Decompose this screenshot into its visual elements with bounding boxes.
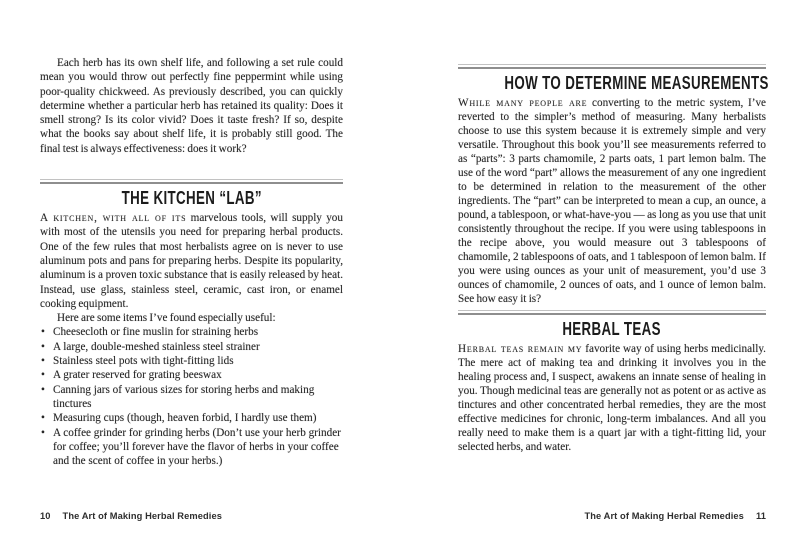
paragraph-text: marvelous tools, will supply you with most of the utensils you need for preparing herbal products. One of the few rules that most herbalists agree on is never to use aluminum pots and pans for preparing herbs. Despite its popularity, aluminum is a proven toxic substance that is easily released by heat. Instead, use glass, stainless steel, ceramic, cast iron, or enamel cooking equipment. [40,212,343,310]
list-item: • Canning jars of various sizes for storing herbs and making tinctures [40,383,343,412]
right-page [458,0,769,560]
useful-items-list [40,325,343,468]
running-book-title: The Art of Making Herbal Remedies [584,511,744,521]
left-page-footer [40,511,343,521]
section-heading-measurements: HOW TO DETERMINE MEASUREMENTS [504,73,769,93]
items-intro: Here are some items I’ve found especially useful: [57,312,276,325]
paragraph-text: converting to the metric system, I’ve reverted to the simpler’s method of measuring. Many herbalists choose to use this system because it is extremely simple and very versatile. Throughout this book you’ll see measurements referred to as “parts”: 3 parts chamomile, 2 parts oats, 1 part lemon balm. The use of the word “part” allows the measurement of any one ingredient to be determined in relation to the measurement of the other ingredients. The “part” can be interpreted to mean a cup, an ounce, a pound, a tablespoon, or what-have-you — as long as you use that unit consistently throughout the recipe. If you were using tablespoons in the recipe above, you would measure out 3 tablespoons of chamomile, 2 tablespoons of oats, and 1 tablespoon of lemon balm. If you were using ounces as your unit of measurement, you’d use 3 ounces of chamomile, 2 ounces of oats, and 1 ounce of lemon balm. See how easy it is? [458,97,767,305]
section-heading-kitchen-lab: THE KITCHEN “LAB” [121,188,262,209]
list-item: • Stainless steel pots with tight-fitting lids [40,354,343,368]
small-caps-lead: Herbal teas remain my [458,343,583,355]
list-item: • Cheesecloth or fine muslin for straining herbs [40,325,343,339]
running-book-title: The Art of Making Herbal Remedies [62,511,223,521]
list-item: • A grater reserved for grating beeswax [40,368,343,382]
list-item: • A large, double-meshed stainless steel strainer [40,340,343,354]
left-page [40,0,343,560]
page-number: 10 [40,511,51,521]
section-heading-herbal-teas: HERBAL TEAS [562,319,662,339]
section-divider [40,179,343,184]
right-page-footer [458,511,766,521]
herbal-teas-paragraph [458,342,766,454]
intro-paragraph: Each herb has its own shelf life, and following a set rule could mean you would throw out perfectly fine peppermint while using poor-quality chickweed. As previously described, you can quickly determine whether a particular herb has retained its quality: Does it smell strong? Is its color vivid? Does it taste fresh? If so, despite what the books say about shelf life, it is probably still good. The final test is always effectiveness: does it work? [40,57,343,155]
kitchen-lab-paragraph [40,211,343,311]
section-divider [458,64,766,69]
list-item: • A coffee grinder for grinding herbs (Don’t use your herb grinder for coffee; you’ll forever have the flavor of herbs in your coffee and the scent of coffee in your herbs.) [40,426,343,469]
measurements-paragraph [458,96,766,306]
section-divider [458,310,766,315]
list-item: • Measuring cups (though, heaven forbid, I hardly use them) [40,411,343,425]
page-number: 11 [755,511,766,521]
small-caps-lead: A kitchen, with all of its [40,212,187,225]
small-caps-lead: While many people are [458,97,588,109]
paragraph-text: favorite way of using herbs medicinally. The mere act of making tea and drinking it involves you in the healing process and, I suspect, awakens an innate sense of healing in you. Though medicinal teas are generally not as potent or as active as tinctures and other concentrated herbal remedies, they are the most effective medicines for chronic, long-term imbalances. And all you really need to make them is a quart jar with a tight-fitting lid, your selected herbs, and water. [458,343,766,453]
